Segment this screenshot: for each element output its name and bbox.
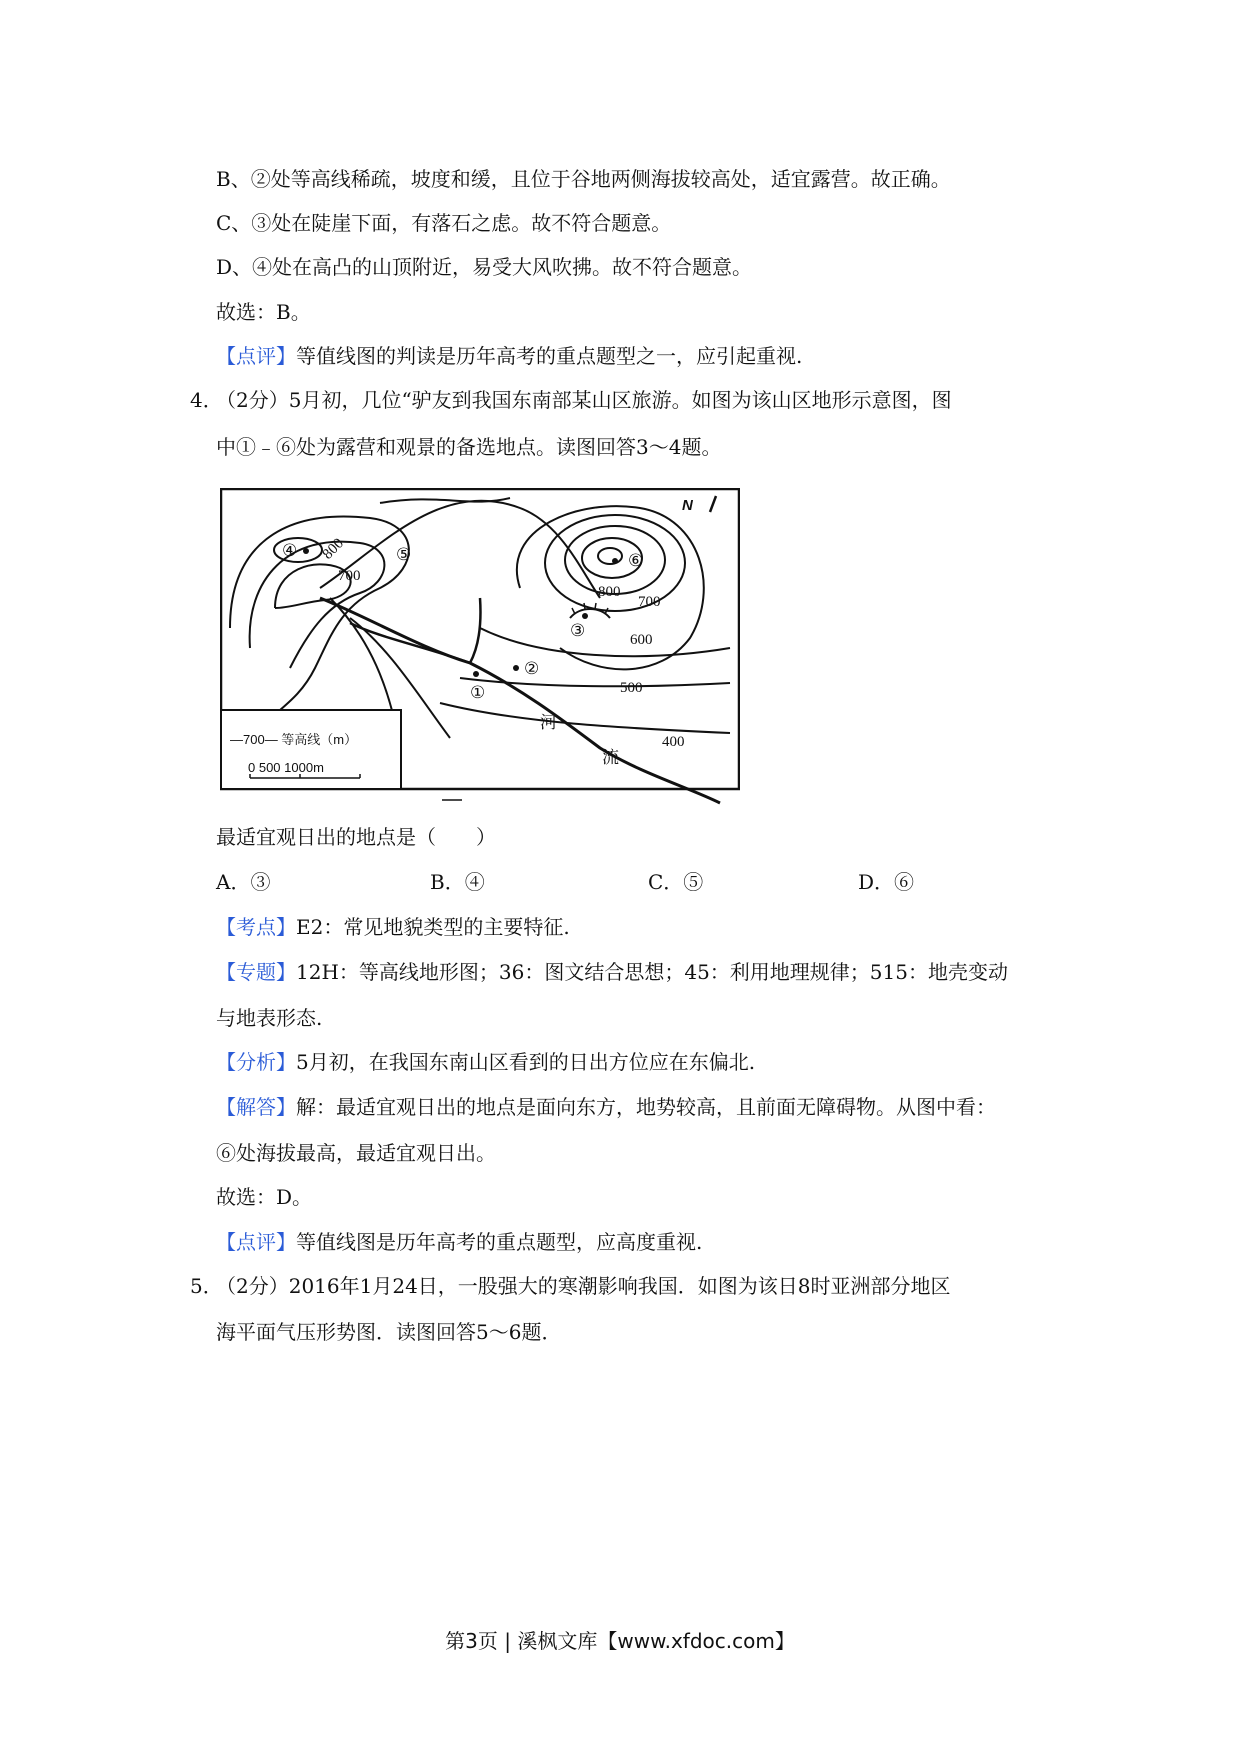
fenxi-text: 5月初，在我国东南山区看到的日出方位应在东偏北. xyxy=(296,1050,756,1074)
comment-tag: 【点评】 xyxy=(216,1230,296,1254)
zhuanti-tag: 【专题】 xyxy=(216,960,296,984)
point-1-label: ① xyxy=(470,683,486,702)
q5-number: 5． xyxy=(190,1274,223,1298)
north-label: N xyxy=(682,497,693,514)
point-4-label: ④ xyxy=(282,541,298,560)
q4-question: 最适宜观日出的地点是（ ） xyxy=(216,825,496,849)
kaodian-tag: 【考点】 xyxy=(216,915,296,939)
contour-label-700-right: 700 xyxy=(638,594,661,610)
topographic-map xyxy=(220,488,740,806)
comment-text: 等值线图的判读是历年高考的重点题型之一，应引起重视. xyxy=(296,344,803,368)
option-c-explanation: C、③处在陡崖下面，有落石之虑。故不符合题意。 xyxy=(216,211,672,235)
q3-comment xyxy=(216,342,802,370)
option-d-explanation: D、④处在高凸的山顶附近，易受大风吹拂。故不符合题意。 xyxy=(216,255,753,279)
point-5-label: ⑤ xyxy=(396,545,412,564)
zhuanti-text-1: 12H：等高线地形图；36：图文结合思想；45：利用地理规律；515：地壳变动 xyxy=(296,960,1008,984)
q4-fenxi xyxy=(216,1048,755,1076)
contour-label-600: 600 xyxy=(630,632,653,648)
comment-text: 等值线图是历年高考的重点题型，应高度重视. xyxy=(296,1230,703,1254)
fenxi-tag: 【分析】 xyxy=(216,1050,296,1074)
river-label-1: 河 xyxy=(540,713,557,732)
q4-answer: 故选：D。 xyxy=(216,1185,313,1209)
kaodian-text: E2：常见地貌类型的主要特征. xyxy=(296,915,570,939)
option-d: D．⑥ xyxy=(858,870,915,894)
option-c: C．⑤ xyxy=(648,870,704,894)
option-b: B．④ xyxy=(430,870,485,894)
q4-kaodian xyxy=(216,913,570,941)
contour-label-800-right: 800 xyxy=(598,584,621,600)
q4-stem-line2: 中①﹣⑥处为露营和观景的备选地点。读图回答3～4题。 xyxy=(216,435,722,459)
contour-label-800-left: 800 xyxy=(319,535,347,563)
page-footer: 第3页 | 溪枫文库【www.xfdoc.com】 xyxy=(445,1629,795,1653)
q4-number: 4． xyxy=(190,388,223,412)
legend-contour: —700— 等高线（m） xyxy=(230,732,358,747)
contour-label-500: 500 xyxy=(620,680,643,696)
zhuanti-text-2: 与地表形态. xyxy=(216,1006,323,1030)
contour-label-700-left: 700 xyxy=(338,568,361,584)
contour-label-400: 400 xyxy=(662,734,685,750)
comment-tag: 【点评】 xyxy=(216,344,296,368)
point-2-label: ② xyxy=(524,659,540,678)
q5-stem-line1: （2分）2016年1月24日，一股强大的寒潮影响我国．如图为该日8时亚洲部分地区 xyxy=(216,1274,951,1298)
q4-jieda xyxy=(216,1093,996,1121)
jieda-text-1: 解：最适宜观日出的地点是面向东方，地势较高，且前面无障碍物。从图中看： xyxy=(296,1095,996,1119)
river-label-2: 流 xyxy=(602,748,619,767)
q4-zhuanti xyxy=(216,958,1008,986)
point-3-label: ③ xyxy=(570,621,586,640)
q4-comment xyxy=(216,1228,702,1256)
q4-stem-line1: （2分）5月初，几位“驴友到我国东南部某山区旅游。如图为该山区地形示意图，图 xyxy=(216,388,952,412)
option-b-explanation: B、②处等高线稀疏，坡度和缓，且位于谷地两侧海拔较高处，适宜露营。故正确。 xyxy=(216,167,951,191)
q5-stem-line2: 海平面气压形势图．读图回答5～6题． xyxy=(216,1320,562,1344)
jieda-tag: 【解答】 xyxy=(216,1095,296,1119)
option-a: A．③ xyxy=(216,870,271,894)
legend-scale: 0 500 1000m xyxy=(248,760,324,775)
jieda-text-2: ⑥处海拔最高，最适宜观日出。 xyxy=(216,1141,496,1165)
point-6-label: ⑥ xyxy=(628,551,644,570)
q3-answer: 故选：B。 xyxy=(216,300,311,324)
